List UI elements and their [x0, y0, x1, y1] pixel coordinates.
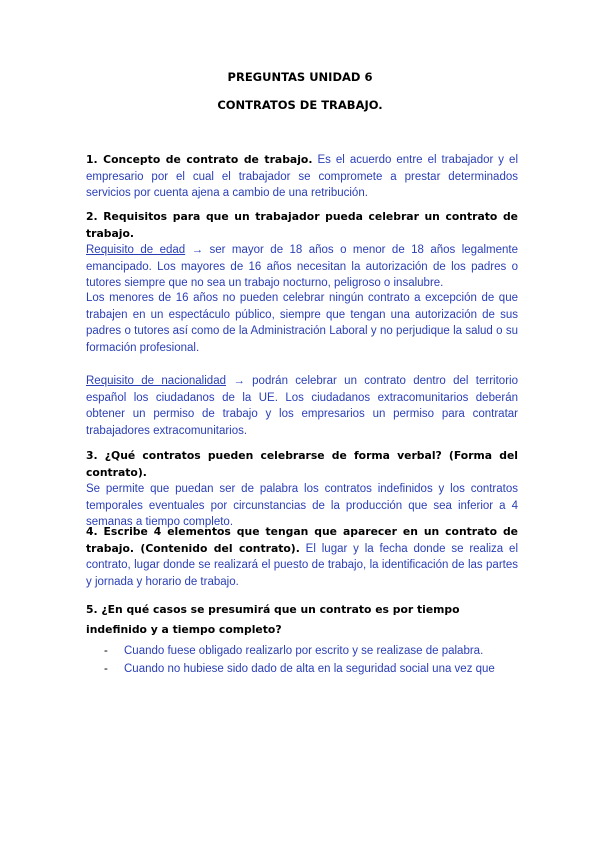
list-item: - Cuando no hubiese sido dado de alta en la seguridad social una vez que [104, 660, 524, 678]
answer-4-text: El lugar y la fecha donde se realiza el contrato, lugar donde se realizará el puesto de trabajo, la identificación de las partes y jornada y horario de trabajo. [86, 542, 518, 588]
question-3-text: 3. ¿Qué contratos pueden celebrarse de forma verbal? (Forma del contrato). [86, 449, 518, 479]
question-2-text: 2. Requisitos para que un trabajador pueda celebrar un contrato de trabajo. [86, 210, 518, 240]
answer-1-text: Es el acuerdo entre el trabajador y el empresario por el cual el trabajador se compromete a prestar determinados servicios por cuenta ajena a cambio de una retribución. [86, 154, 519, 199]
question-2 [86, 209, 518, 292]
question-4 [86, 524, 518, 590]
page-subtitle: CONTRATOS DE TRABAJO. [217, 98, 383, 112]
question-5-text: 5. ¿En qué casos se presumirá que un contrato es por tiempo indefinido y a tiempo completo? [86, 603, 460, 636]
question-1-text: 1. Concepto de contrato de trabajo. [86, 153, 313, 166]
answer-2-edad [86, 242, 518, 292]
requisito-nacionalidad-label: Requisito de nacionalidad [86, 375, 226, 387]
answer-2-menores: Los menores de 16 años no pueden celebrar ningún contrato a excepción de que trabajen en un espectáculo público, siempre que tengan una autorización de sus padres o tutores así como de la Administración Laboral y no perjudique la salud o su formación profesional. [86, 292, 518, 354]
question-1 [86, 152, 518, 202]
requisito-nacionalidad-text: → podrán celebrar un contrato dentro del territorio español los ciudadanos de la UE. Los ciudadanos extracomunitarios deberán obtener un permiso de trabajo y los empresarios un permiso para contratar trabajadores extracomunitarios. [86, 375, 518, 437]
answer-5-list [104, 642, 524, 678]
answer-2-nacionalidad [86, 373, 518, 439]
question-4-text: 4. Escribe 4 elementos que tengan que aparecer en un contrato de trabajo. (Contenido del contrato). [86, 525, 518, 555]
question-3 [86, 448, 518, 531]
answer-3-text: Se permite que puedan ser de palabra los contratos indefinidos y los contratos temporales eventuales por circunstancias de la producción que sea inferior a 4 semanas a tiempo completo. [86, 483, 518, 528]
question-5 [86, 600, 518, 640]
requisito-edad-label: Requisito de edad [86, 244, 186, 256]
requisito-edad-text: → ser mayor de 18 años o menor de 18 años legalmente emancipado. Los mayores de 16 años necesitan la autorización de los padres o tutores siempre que no sea un trabajo nocturno, peligroso o insalubre. [86, 244, 518, 289]
list-item: - Cuando fuese obligado realizarlo por escrito y se realizase de palabra. [104, 642, 524, 660]
page-title: PREGUNTAS UNIDAD 6 [227, 70, 373, 84]
